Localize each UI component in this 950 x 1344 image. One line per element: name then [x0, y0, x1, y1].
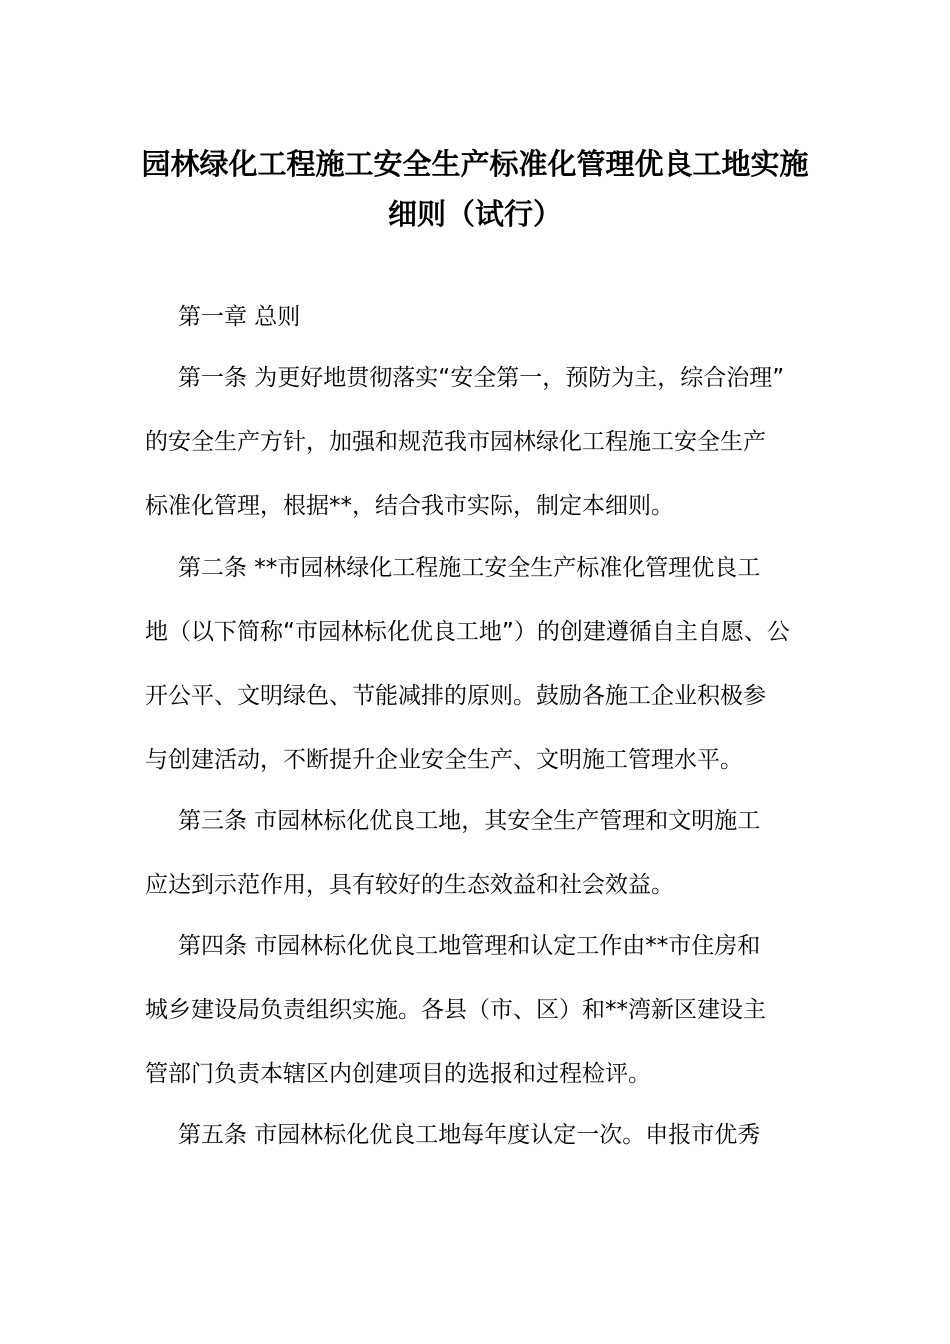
- chapter-heading: 第一章 总则: [178, 304, 301, 330]
- article-1-line-1: 第一条 为更好地贯彻落实“安全第一，预防为主，综合治理”: [178, 365, 785, 391]
- article-2-line-2: 地（以下简称“市园林标化优良工地”）的创建遵循自主自愿、公: [145, 619, 790, 645]
- article-5-line-1: 第五条 市园林标化优良工地每年度认定一次。申报市优秀: [178, 1122, 761, 1148]
- document-title-line-1: 园林绿化工程施工安全生产标准化管理优良工地实施: [141, 147, 809, 181]
- article-3-line-2: 应达到示范作用，具有较好的生态效益和社会效益。: [145, 872, 674, 898]
- article-2-line-1: 第二条 **市园林绿化工程施工安全生产标准化管理优良工: [178, 555, 761, 581]
- article-1-line-3: 标准化管理，根据**，结合我市实际，制定本细则。: [145, 493, 674, 519]
- article-4-line-3: 管部门负责本辖区内创建项目的选报和过程检评。: [145, 1061, 651, 1087]
- article-4-line-2: 城乡建设局负责组织实施。各县（市、区）和**湾新区建设主: [145, 997, 766, 1023]
- article-2-line-3: 开公平、文明绿色、节能减排的原则。鼓励各施工企业积极参: [145, 683, 766, 709]
- article-1-line-2: 的安全生产方针，加强和规范我市园林绿化工程施工安全生产: [145, 429, 766, 455]
- document-title-line-2: 细则（试行）: [387, 197, 562, 231]
- article-2-line-4: 与创建活动，不断提升企业安全生产、文明施工管理水平。: [145, 747, 743, 773]
- article-3-line-1: 第三条 市园林标化优良工地，其安全生产管理和文明施工: [178, 808, 761, 834]
- article-4-line-1: 第四条 市园林标化优良工地管理和认定工作由**市住房和: [178, 933, 761, 959]
